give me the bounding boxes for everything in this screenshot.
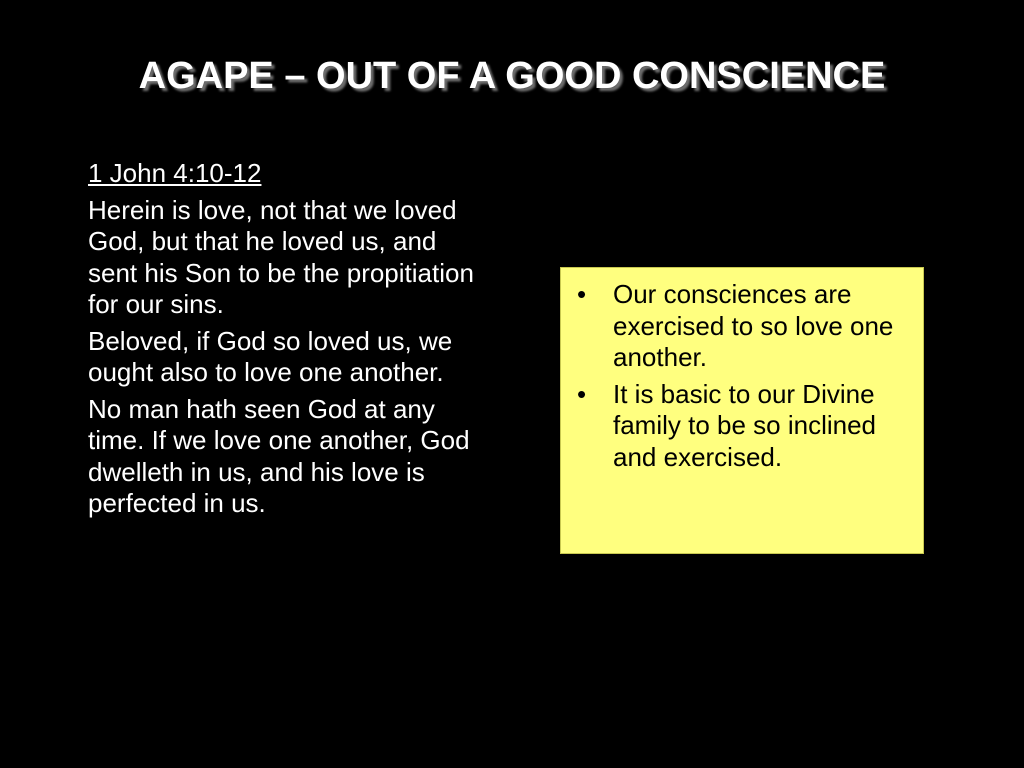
scripture-reference: 1 John 4:10-12 [88,158,262,188]
callout-list [561,268,923,473]
scripture-paragraph: Beloved, if God so loved us, we ought also to love one another. [88,325,453,387]
slide-title: AGAPE – OUT OF A GOOD CONSCIENCE [138,55,886,97]
callout-item-text: Our consciences are exercised to so love one another. [613,279,894,372]
bullet-icon: • [577,279,587,309]
scripture-paragraph: No man hath seen God at any time. If we love one another, God dwelleth in us, and his love is perfected in us. [88,393,470,518]
callout-item-text: It is basic to our Divine family to be so inclined and exercised. [613,378,877,472]
scripture-passage [88,158,488,525]
callout-box [560,267,924,554]
bullet-icon: • [577,378,587,409]
callout-item [575,379,911,474]
callout-item [575,279,911,374]
scripture-paragraph: Herein is love, not that we loved God, but that he loved us, and sent his Son to be the propitiation for our sins. [88,194,474,319]
